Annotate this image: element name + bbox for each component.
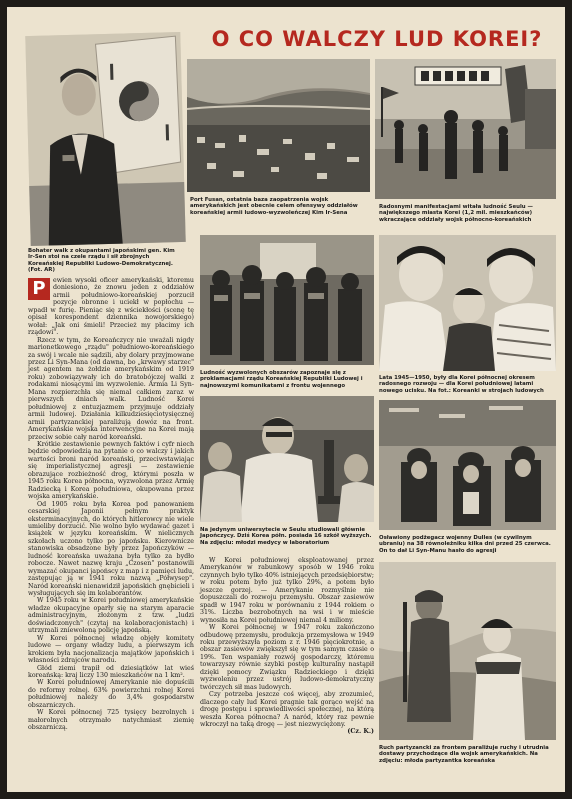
caption-port: Port Fusan, ostatnia baza zaopatrzenia wojsk amerykańskich jest obecnie celem ofensywy oddziałów koreańskiej armii ludowo-wyzwoleńczej Kim Ir-Sena bbox=[190, 197, 358, 216]
article-column-right bbox=[200, 557, 374, 787]
article-paragraph: W Korei północnej 725 tysięcy bezrolnych i małorolnych otrzymało natychmiast ziemię obszarniczą. bbox=[28, 709, 194, 732]
caption-seoul: Radosnymi manifestacjami witała ludność Seulu — największego miasta Korei (1,2 mil. mieszkańców) wkraczające oddziały wojsk północno-koreańskich bbox=[379, 204, 533, 223]
article-paragraph: W 1945 roku w Korei południowej amerykańskie władze okupacyjne oparły się na starym aparacie administracyjnym, złożonym z tzw. „ludzi doświadczonych" (czytaj na kolaboracjonistach) i utrzymali zniewoloną policję japońską. bbox=[28, 597, 194, 635]
article-column-left bbox=[28, 277, 194, 789]
caption-women: Lata 1945—1950, były dla Korei północnej okresem radosnego rozwoju — dla Korei południowej latami nowego ucisku. Na fot.: Koreanki w strojach ludowych bbox=[379, 375, 544, 394]
article-paragraph: Krótkie zestawienie pewnych faktów i cyfr niech będzie odpowiedzią na pytanie o co walczy i jakich wartości broni naród koreański, przeciwstawiając się imperialistycznej agresji — zestawienie obrazujące rozbieżność drog, którymi poszła w 1945 roku Korea północna, wyzwolona przez Armię Radziecką i Korea południowa, okupowana przez wojska amerykańskie. bbox=[28, 440, 194, 501]
article-paragraph: ewien wysoki oficer amerykański, ktoremu doniesiono, że znowu jeden z oddziałów armii południowo-koreańskiej porzucił pozycje obronne i uciekł w popłochu — wpadł w furię. Pieniąc się z wściekłości (scenę tę opisał korespondent dziennika nowojorskiego) wołał: „Jak oni śmieli! Przecież my płacimy ich rządowi". bbox=[28, 277, 194, 337]
article-paragraph: Rzecz w tym, że Koreańczycy nie uważali nigdy marionetkowego „rządu" południowo-koreańskiego za swój i wcale nie sądzili, aby dolary przyjmowane przez Li Syn-Mana (od dawna, bo „krwawy starzec" jest agentem na żołdzie amerykańskim od 1919 roku) zobowiązywały ich do bratobójczej walki z rodakami niosącymi im wyzwolenie. Armia Li Syn-Mana rozpierzchła się niemal całkiem zaraz w pierwszych dniach walk. Ludność Korei południowej z entuzjazmem przyjmuje oddziały armii ludowej. Działania kilkudziesięciotysięcznej armii partyzanckiej paraliżują dowóz na front. Amerykańskie wojska interwencyjne na Korei mają przeciw sobie cały naród koreański. bbox=[28, 336, 194, 441]
caption-laboratory: Na jedynym uniwersytecie w Seulu studiowali głównie Japończycy. Dziś Korea półn. posiada 16 szkół wyższych. Na zdjęciu: młodzi medycy w laboratorium bbox=[200, 527, 372, 546]
photo-hero-kim-ir-sen bbox=[25, 32, 185, 246]
article-paragraph: Głód ziemi trapił od dziesiątków lat wieś koreańską: kraj liczy 130 mieszkańców na 1 km². bbox=[28, 664, 194, 680]
photo-korean-women bbox=[379, 235, 556, 371]
article-paragraph: W Korei południowej Amerykanie nie dopuścili do reformy rolnej. 63% powierzchni rolnej Korei południowej należy do 3,4% gospodarstw obszarniczych. bbox=[28, 679, 194, 709]
magazine-page bbox=[7, 7, 565, 792]
article-paragraph: W Korei północnej w 1947 roku zakończono odbudowę przemysłu, produkcja przemysłowa w 1949 roku przewyższyła poziom z r. 1946 pięciokrotnie, a obszar zasiewów zwiększył się w tym samym czasie o 19%. Ten wspaniały rozwój gospodarczy, któremu towarzyszy równie szybki postęp kulturalny nastąpił dzięki pomocy Związku Radzieckiego i dzięki wyzwoleniu przez ustrój ludowo-demokratyczny twórczych sił mas ludowych. bbox=[200, 624, 374, 691]
photo-partisans bbox=[379, 562, 556, 740]
author-signature: (Cz. K.) bbox=[347, 728, 374, 736]
caption-proclamations: Ludność wyzwolonych obszarów zapoznaje się z proklamacjami rządu Koreańskiej Republiki Ludowej i najnowszymi komunikatami z frontu wojennego bbox=[200, 370, 363, 389]
article-paragraph: Od 1905 roku była Korea pod panowaniem cesarskiej Japonii pełnym praktyk eksterminacyjnych, do których hitlerowcy nie wiele umieliby dorzucić. Nie wolno było wydawać gazet i książek w języku koreańskim. W nielicznych szkołach uczono tylko po japońsku. Kierownicze stanowiska obsadzone były przez Japończyków — ludność koreańska uważana była tylko za bydło robocze. Nawet nazwę kraju „Czosen" postanowili wymazać okupanci japońscy z map i z pamięci ludu, zastępując ją w 1941 roku nazwą „Półwysep". Naród koreański nienawidził japońskich gnębicieli i wysługujących się im kolaborantów. bbox=[28, 500, 194, 598]
photo-dulles bbox=[379, 400, 556, 530]
photo-proclamations bbox=[200, 235, 374, 365]
caption-hero: Bohater walk z okupantami japońskimi gen. Kim Ir-Sen stoi na czele rządu i sił zbrojnych Koreańskiej Republiki Ludowo-Demokratycznej. (Fot. AR) bbox=[28, 248, 175, 274]
photo-seoul-manifestation bbox=[375, 59, 556, 199]
article-paragraph: W Korei północnej władzę objęły komitety ludowe — organy władzy ludu, a pierwszym ich krokiem była nacjonalizacja majątków japońskich i własności zdrajców narodu. bbox=[28, 634, 194, 665]
headline: O CO WALCZY LUD KOREI? bbox=[211, 27, 543, 51]
caption-partisans: Ruch partyzancki za frontem paraliżuje ruchy i utrudnia dostawy przychodzące dla wojsk amerykańskich. Na zdjęciu: młoda partyzantka koreańska bbox=[379, 745, 549, 764]
drop-cap: P bbox=[28, 278, 50, 300]
article-signature-line bbox=[200, 728, 374, 735]
photo-port-fusan bbox=[187, 59, 370, 192]
article-paragraph: Czy potrzeba jeszcze coś więcej, aby zrozumieć, dlaczego cały lud Korei pragnie tak gorąco wejść na drogę postępu i sprawiedliwości społecznej, na którą weszła Korea północna? A naród, który raz pewnie wkroczył na taką drogę — jest niezwyciężony. bbox=[200, 691, 374, 728]
photo-laboratory bbox=[200, 396, 374, 522]
caption-dulles: Osławiony podżegacz wojenny Dulles (w cywilnym ubraniu) na 38 równoleżniku kilka dni przed 25 czerwca. On to dał Li Syn-Manu hasło do agresji bbox=[379, 535, 551, 554]
article-paragraph: W Korei południowej eksploatowanej przez Amerykanów w rabunkowy sposób w 1946 roku czynnych było tylko 40% istniejących przedsiębiorstw; w roku potem było już tylko 29%, a potem było jeszcze gorzej. — Amerykanie rozmyślnie nie dopuszczali do rozwoju przemysłu. Obszar zasiewów spadł w 1947 roku w porównaniu z 1944 rokiem o 31%. Liczba bezrobotnych na wsi i w mieście wynosiła na Korei południowej niemal 4 miliony. bbox=[200, 557, 374, 624]
